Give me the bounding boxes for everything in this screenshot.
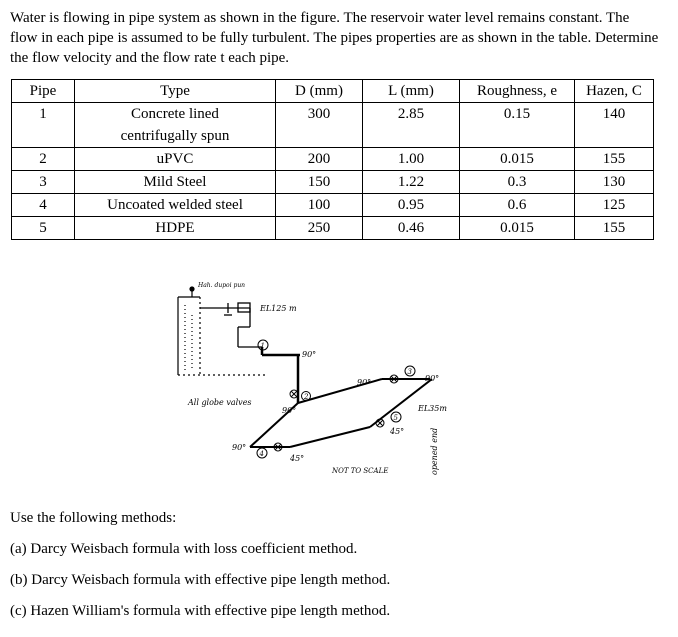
cell-pipe: 3: [12, 171, 75, 194]
not-to-scale-label: NOT TO SCALE: [332, 467, 389, 475]
method-item-a: (a) Darcy Weisbach formula with loss coefficient method.: [10, 541, 358, 557]
bend-90-label: 90°: [302, 350, 317, 359]
bend-90-label-5: 90°: [232, 443, 247, 452]
bend-90-label-4: 90°: [425, 374, 440, 383]
cell-type: Uncoated welded steel: [75, 194, 276, 217]
valves-label: All globe valves: [188, 398, 252, 407]
bend-90-label-2: 90°: [282, 406, 297, 415]
cell-hazen: 125: [575, 194, 654, 217]
method-item-b: (b) Darcy Weisbach formula with effective pipe length method.: [10, 572, 391, 588]
cell-length: 0.95: [363, 194, 460, 217]
cell-pipe: 2: [12, 148, 75, 171]
methods-intro: Use the following methods:: [10, 510, 177, 526]
pipe-1: [262, 347, 300, 355]
table-row: [12, 148, 654, 171]
cell-type: HDPE: [75, 217, 276, 240]
pipe-1-number: 1: [260, 342, 265, 350]
entrance-label: Hah. dupoi pun: [198, 282, 246, 289]
cell-type-line2: centrifugally spun: [120, 128, 230, 144]
cell-diameter: 250: [276, 217, 363, 240]
cell-pipe: 5: [12, 217, 75, 240]
pipe-5-number: 5: [393, 414, 398, 422]
cell-diameter: 200: [276, 148, 363, 171]
header-pipe: Pipe: [12, 80, 75, 103]
methods-list: [10, 539, 390, 632]
cell-type-line1: Concrete lined: [131, 106, 219, 122]
cell-diameter: 150: [276, 171, 363, 194]
inlet-pipe: [200, 303, 262, 347]
table-row: [12, 217, 654, 240]
header-hazen: Hazen, C: [575, 80, 654, 103]
cell-hazen: 140: [575, 103, 654, 148]
elevation-top-label: EL125 m: [260, 304, 297, 313]
cell-hazen: 155: [575, 217, 654, 240]
table-row: [12, 171, 654, 194]
reservoir-icon: [178, 287, 265, 375]
pipe-properties-table: [11, 79, 654, 240]
cell-length: 2.85: [363, 103, 460, 148]
cell-roughness: 0.15: [460, 103, 575, 148]
cell-pipe: 1: [12, 103, 75, 148]
header-roughness: Roughness, e: [460, 80, 575, 103]
pipe-4-number: 4: [259, 450, 264, 458]
cell-type: Mild Steel: [75, 171, 276, 194]
cell-diameter: 300: [276, 103, 363, 148]
pipe-system-diagram: [170, 275, 470, 495]
problem-statement: Water is flowing in pipe system as shown in the figure. The reservoir water level remains constant. The flow in each pipe is assumed to be fully turbulent. The pipes properties are as shown in the table. Determine the flow velocity and the flow rate t each pipe.: [10, 10, 659, 66]
cell-roughness: 0.015: [460, 217, 575, 240]
table-header-row: [12, 80, 654, 103]
cell-roughness: 0.6: [460, 194, 575, 217]
header-length: L (mm): [363, 80, 460, 103]
header-type: Type: [75, 80, 276, 103]
cell-roughness: 0.015: [460, 148, 575, 171]
pipe-4: [250, 379, 432, 447]
cell-type: [75, 103, 276, 148]
method-item-c: (c) Hazen William's formula with effective pipe length method.: [10, 603, 391, 619]
cell-length: 1.00: [363, 148, 460, 171]
bend-45-label: 45°: [290, 454, 305, 463]
table-row: [12, 103, 654, 148]
cell-hazen: 155: [575, 148, 654, 171]
cell-hazen: 130: [575, 171, 654, 194]
bend-45-label-2: 45°: [390, 427, 405, 436]
cell-type: uPVC: [75, 148, 276, 171]
cell-length: 0.46: [363, 217, 460, 240]
cell-roughness: 0.3: [460, 171, 575, 194]
pipe-3-number: 3: [407, 368, 412, 376]
cell-diameter: 100: [276, 194, 363, 217]
opened-end-label: opened end: [430, 427, 439, 475]
bend-90-label-3: 90°: [357, 378, 372, 387]
table-row: [12, 194, 654, 217]
cell-pipe: 4: [12, 194, 75, 217]
elevation-bottom-label: EL35m: [418, 404, 447, 413]
header-diameter: D (mm): [276, 80, 363, 103]
cell-length: 1.22: [363, 171, 460, 194]
pipe-2-number: 2: [304, 393, 309, 401]
